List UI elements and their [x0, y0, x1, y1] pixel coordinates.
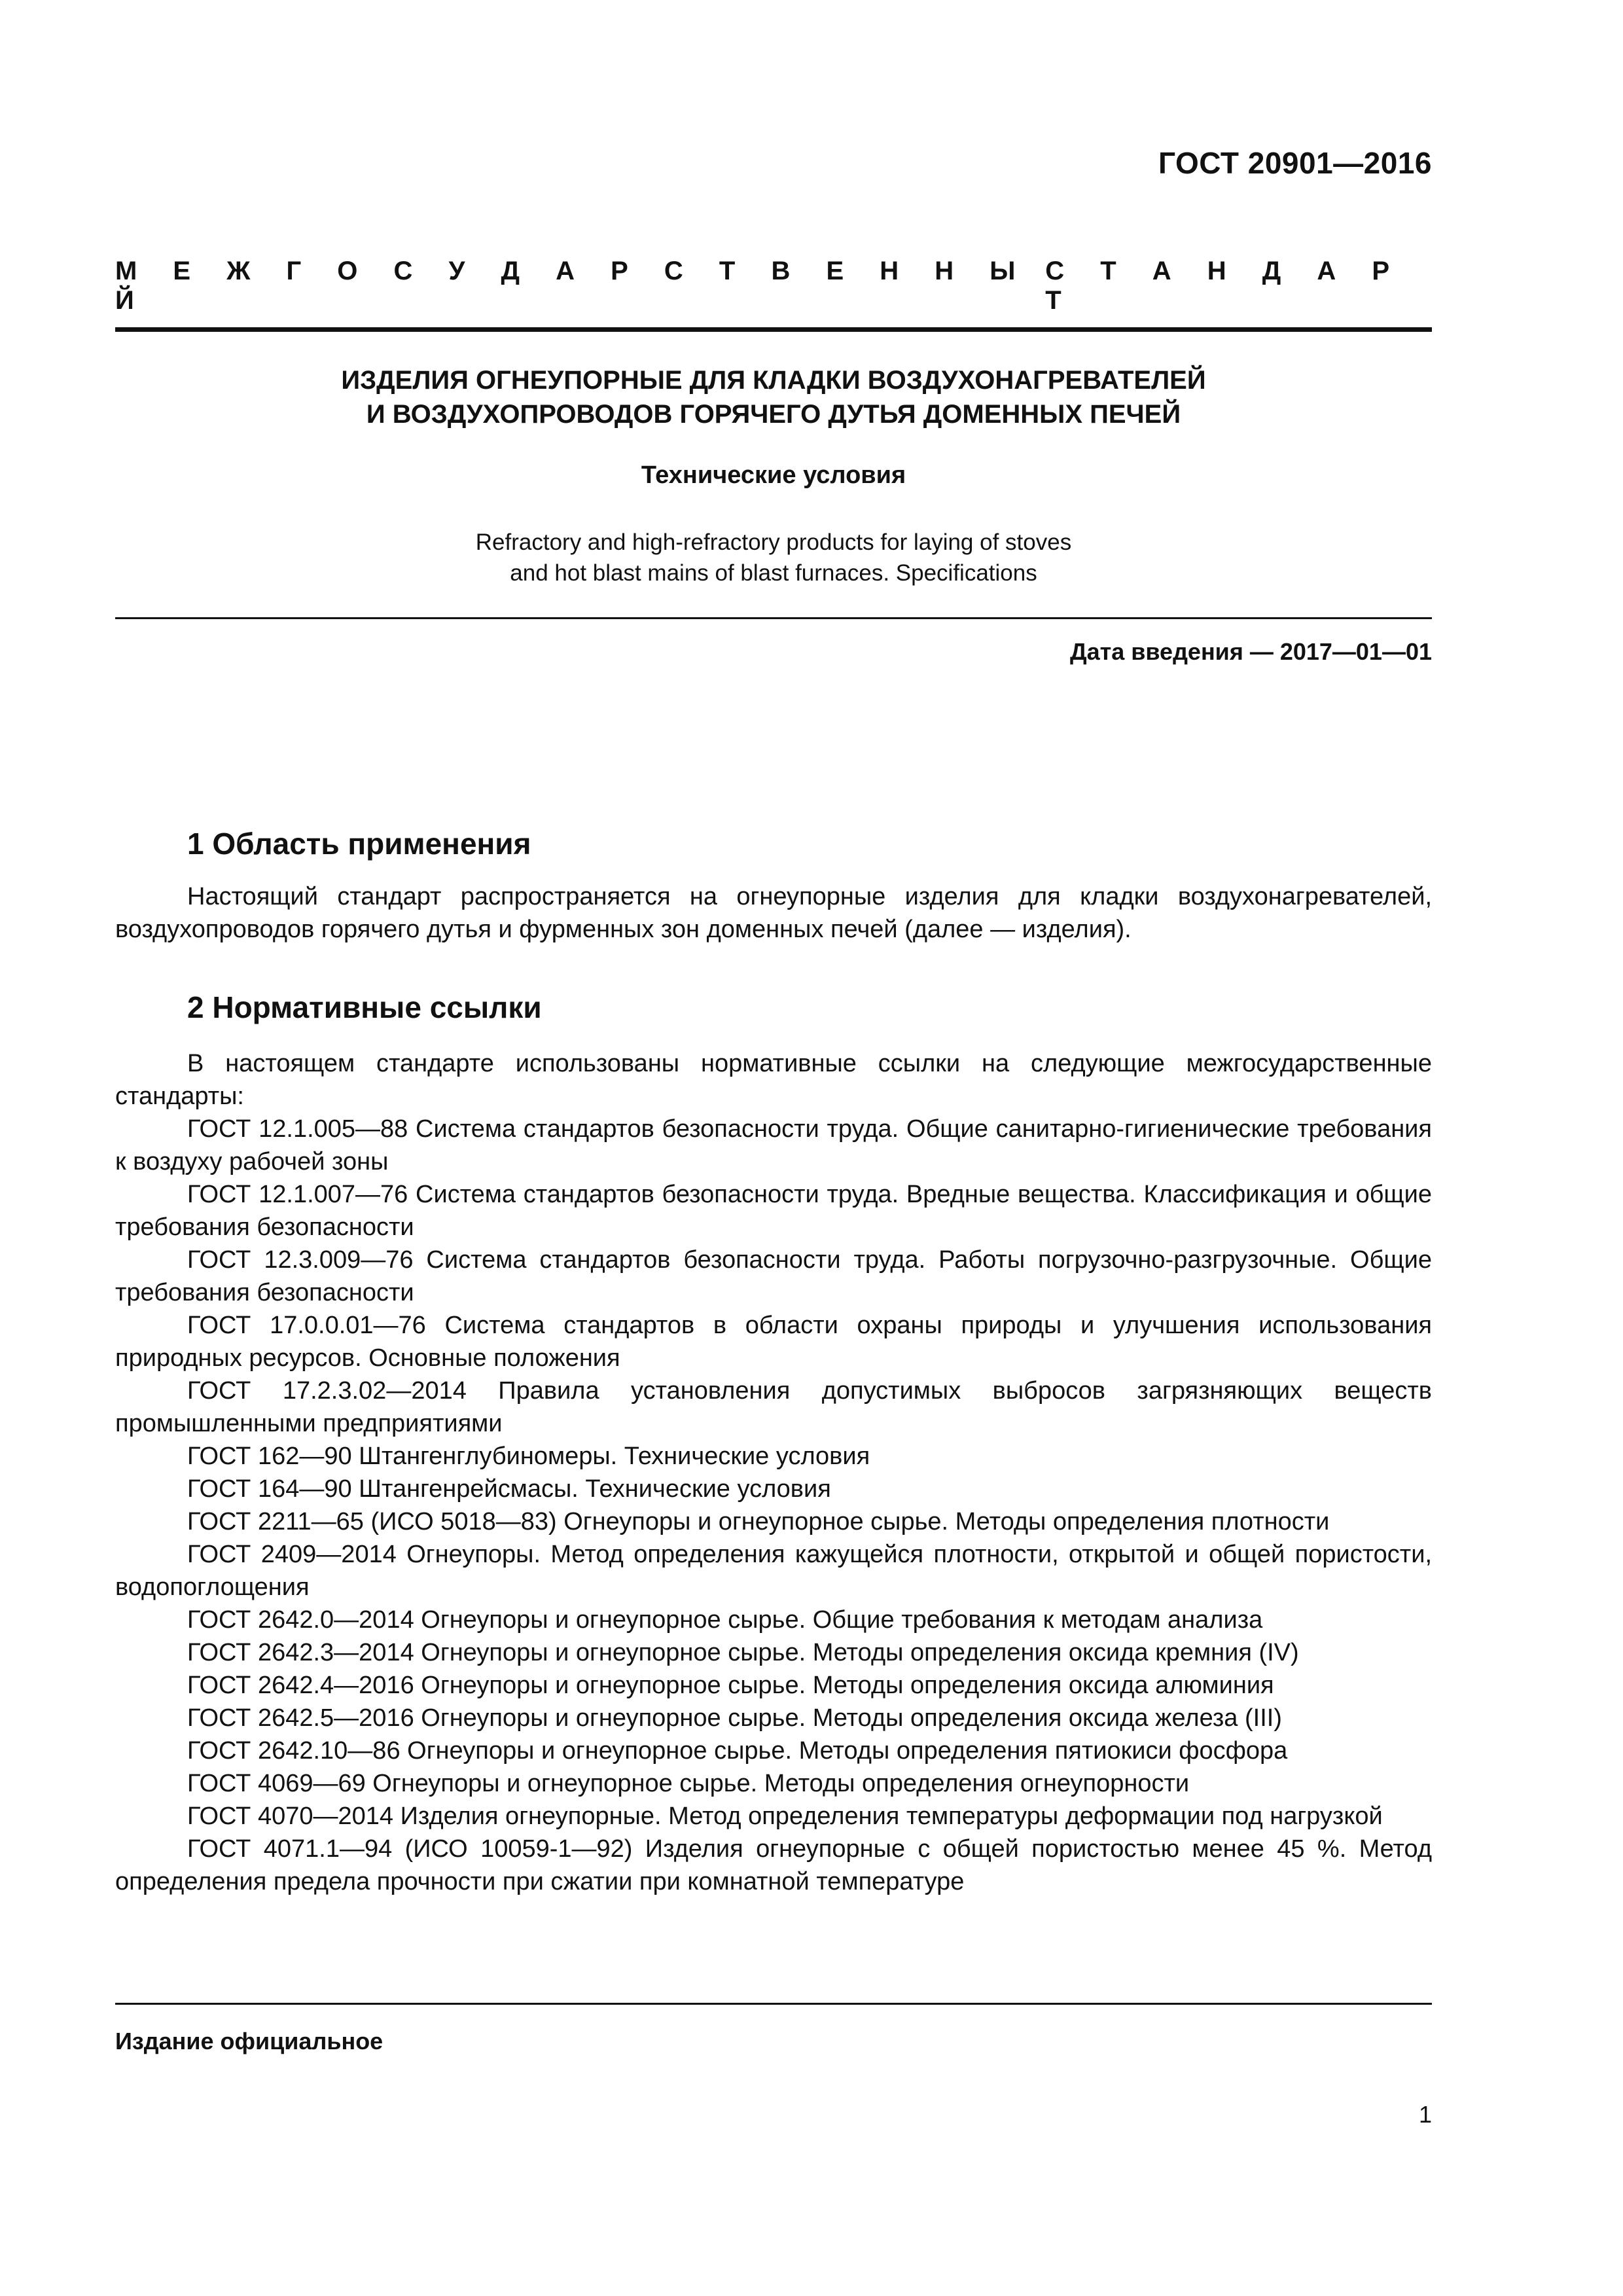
section-1-paragraph: Настоящий стандарт распространяется на огнеупорные изделия для кладки воздухонагревателей, воздухопроводов горячего дутья и фурменных зон доменных печей (далее — изделия).: [115, 883, 1432, 943]
reference-item: ГОСТ 2642.3—2014 Огнеупоры и огнеупорное сырье. Методы определения оксида кремния (IV): [187, 1639, 1299, 1666]
header-rule: [115, 327, 1432, 332]
reference-item: ГОСТ 4070—2014 Изделия огнеупорные. Метод определения температуры деформации под нагрузкой: [187, 1803, 1383, 1830]
official-edition-label: Издание официальное: [115, 2028, 383, 2054]
title-line-1: ИЗДЕЛИЯ ОГНЕУПОРНЫЕ ДЛЯ КЛАДКИ ВОЗДУХОНАГРЕВАТЕЛЕЙ: [341, 366, 1206, 395]
reference-item: ГОСТ 2642.5—2016 Огнеупоры и огнеупорное сырье. Методы определения оксида железа (III): [187, 1704, 1282, 1732]
reference-item: ГОСТ 164—90 Штангенрейсмасы. Технические условия: [187, 1475, 831, 1503]
reference-item: ГОСТ 2409—2014 Огнеупоры. Метод определения кажущейся плотности, открытой и общей пористости, водопоглощения: [115, 1541, 1432, 1601]
title-line-2: И ВОЗДУХОПРОВОДОВ ГОРЯЧЕГО ДУТЬЯ ДОМЕННЫХ ПЕЧЕЙ: [366, 400, 1181, 429]
references-list: [115, 1047, 1432, 1898]
reference-item: ГОСТ 2642.4—2016 Огнеупоры и огнеупорное сырье. Методы определения оксида алюминия: [187, 1672, 1274, 1699]
reference-item: ГОСТ 17.2.3.02—2014 Правила установления допустимых выбросов загрязняющих веществ промышленными предприятиями: [115, 1377, 1432, 1437]
title-rule: [115, 617, 1432, 619]
reference-item: ГОСТ 12.1.007—76 Система стандартов безопасности труда. Вредные вещества. Классификация и общие требования безопасности: [115, 1181, 1432, 1241]
section-2-heading: 2 Нормативные ссылки: [187, 990, 542, 1024]
footer-rule: [115, 2003, 1432, 2005]
english-title: [115, 527, 1432, 588]
standard-banner: [115, 257, 1432, 315]
document-title: [115, 363, 1432, 431]
document-subtitle: Технические условия: [641, 461, 906, 489]
reference-item: ГОСТ 12.1.005—88 Система стандартов безопасности труда. Общие санитарно-гигиенические требования к воздуху рабочей зоны: [115, 1115, 1432, 1175]
references-intro: В настоящем стандарте использованы нормативные ссылки на следующие межгосударственные стандарты:: [115, 1050, 1432, 1110]
banner-left: М Е Ж Г О С У Д А Р С Т В Е Н Н Ы Й: [115, 257, 1017, 315]
reference-item: ГОСТ 4071.1—94 (ИСО 10059-1—92) Изделия огнеупорные с общей пористостью менее 45 %. Метод определения предела прочности при сжатии при комнатной температуре: [115, 1835, 1432, 1895]
section-1-heading: 1 Область применения: [187, 827, 531, 861]
document-code: ГОСТ 20901—2016: [1158, 146, 1432, 180]
reference-item: ГОСТ 162—90 Штангенглубиномеры. Технические условия: [187, 1443, 870, 1470]
english-line-1: Refractory and high-refractory products for laying of stoves: [475, 529, 1072, 555]
reference-item: ГОСТ 2642.10—86 Огнеупоры и огнеупорное сырье. Методы определения пятиокиси фосфора: [187, 1737, 1288, 1765]
page-number: 1: [1418, 2101, 1432, 2128]
banner-right: С Т А Н Д А Р Т: [1045, 257, 1391, 315]
reference-item: ГОСТ 2642.0—2014 Огнеупоры и огнеупорное сырье. Общие требования к методам анализа: [187, 1606, 1263, 1634]
reference-item: ГОСТ 12.3.009—76 Система стандартов безопасности труда. Работы погрузочно-разгрузочные. Общие требования безопасности: [115, 1246, 1432, 1306]
english-line-2: and hot blast mains of blast furnaces. Specifications: [510, 560, 1037, 586]
introduction-date: Дата введения — 2017—01—01: [1069, 638, 1432, 665]
section-1-text: [115, 880, 1432, 946]
reference-item: ГОСТ 17.0.0.01—76 Система стандартов в области охраны природы и улучшения использования природных ресурсов. Основные положения: [115, 1312, 1432, 1372]
reference-item: ГОСТ 2211—65 (ИСО 5018—83) Огнеупоры и огнеупорное сырье. Методы определения плотности: [187, 1508, 1330, 1535]
reference-item: ГОСТ 4069—69 Огнеупоры и огнеупорное сырье. Методы определения огнеупорности: [187, 1770, 1190, 1797]
